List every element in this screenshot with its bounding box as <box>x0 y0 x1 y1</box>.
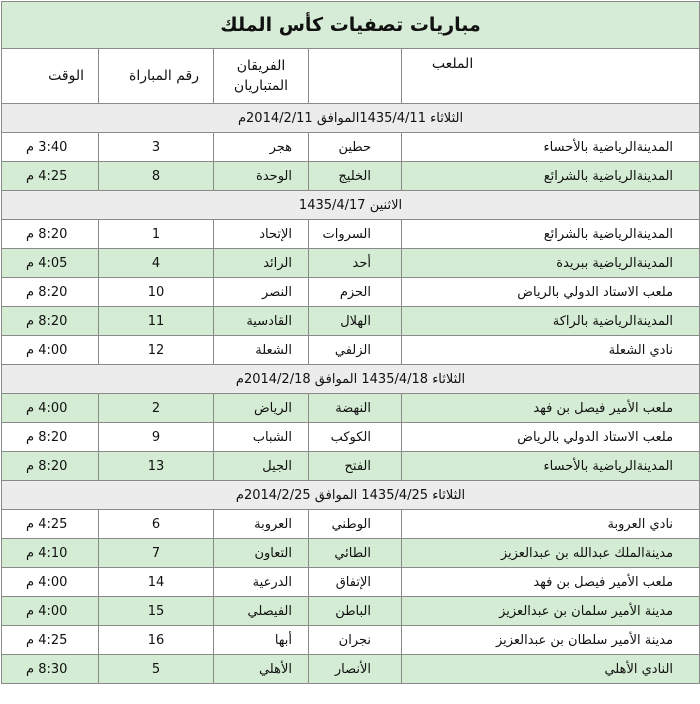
match-number: 5 <box>99 655 214 684</box>
match-row <box>2 423 700 452</box>
date-label: الاثنين 1435/4/17 <box>2 191 700 220</box>
match-number: 12 <box>99 336 214 365</box>
match-number: 3 <box>99 133 214 162</box>
match-venue: المدينةالرياضية بالأحساء <box>402 452 700 481</box>
match-venue: ملعب الأمير فيصل بن فهد <box>402 394 700 423</box>
match-number: 8 <box>99 162 214 191</box>
team-two: الحزم <box>309 278 402 307</box>
match-time: 4:00 م <box>2 336 99 365</box>
match-row <box>2 220 700 249</box>
team-two: الطائي <box>309 539 402 568</box>
match-time: 4:25 م <box>2 626 99 655</box>
team-one: الشباب <box>214 423 309 452</box>
match-row <box>2 452 700 481</box>
team-one: الوحدة <box>214 162 309 191</box>
team-one: الجيل <box>214 452 309 481</box>
match-number: 14 <box>99 568 214 597</box>
team-two: الفتح <box>309 452 402 481</box>
team-one: أبها <box>214 626 309 655</box>
date-row <box>2 365 700 394</box>
team-one: الأهلي <box>214 655 309 684</box>
title-row <box>2 2 700 49</box>
team-two: الباطن <box>309 597 402 626</box>
match-row <box>2 626 700 655</box>
match-time: 8:20 م <box>2 278 99 307</box>
match-number: 6 <box>99 510 214 539</box>
header-stadium-label: الملعب <box>431 56 474 72</box>
team-one: الرائد <box>214 249 309 278</box>
team-two: الزلفي <box>309 336 402 365</box>
match-row <box>2 249 700 278</box>
team-two: الخليج <box>309 162 402 191</box>
match-number: 2 <box>99 394 214 423</box>
match-row <box>2 568 700 597</box>
match-time: 4:00 م <box>2 597 99 626</box>
match-venue: النادي الأهلي <box>402 655 700 684</box>
match-time: 8:20 م <box>2 307 99 336</box>
team-two: حطين <box>309 133 402 162</box>
match-time: 8:20 م <box>2 452 99 481</box>
match-number: 16 <box>99 626 214 655</box>
team-one: التعاون <box>214 539 309 568</box>
match-row <box>2 597 700 626</box>
date-row <box>2 191 700 220</box>
match-number: 4 <box>99 249 214 278</box>
team-one: القادسية <box>214 307 309 336</box>
team-two: الكوكب <box>309 423 402 452</box>
header-match-number: رقم المباراة <box>99 49 214 104</box>
team-two: الهلال <box>309 307 402 336</box>
match-venue: ملعب الاستاد الدولي بالرياض <box>402 423 700 452</box>
match-venue: المدينةالرياضية بالراكة <box>402 307 700 336</box>
date-label: الثلاثاء 1435/4/25 الموافق 2014/2/25م <box>2 481 700 510</box>
team-one: الفيصلي <box>214 597 309 626</box>
match-row <box>2 307 700 336</box>
team-one: العروبة <box>214 510 309 539</box>
match-row <box>2 394 700 423</box>
match-number: 13 <box>99 452 214 481</box>
match-row <box>2 133 700 162</box>
team-two: أحد <box>309 249 402 278</box>
match-number: 15 <box>99 597 214 626</box>
match-venue: نادي العروبة <box>402 510 700 539</box>
page-title: مباريات تصفيات كأس الملك <box>2 2 700 49</box>
match-row <box>2 162 700 191</box>
match-number: 9 <box>99 423 214 452</box>
team-two: النهضة <box>309 394 402 423</box>
match-time: 4:25 م <box>2 162 99 191</box>
match-row <box>2 510 700 539</box>
team-two: السروات <box>309 220 402 249</box>
team-two: نجران <box>309 626 402 655</box>
match-time: 3:40 م <box>2 133 99 162</box>
date-label: الثلاثاء 1435/4/11الموافق 2014/2/11م <box>2 104 700 133</box>
match-number: 1 <box>99 220 214 249</box>
match-time: 8:20 م <box>2 220 99 249</box>
match-time: 4:00 م <box>2 394 99 423</box>
match-number: 11 <box>99 307 214 336</box>
match-venue: المدينةالرياضية ببريدة <box>402 249 700 278</box>
date-label: الثلاثاء 1435/4/18 الموافق 2014/2/18م <box>2 365 700 394</box>
header-teams <box>214 49 309 104</box>
match-venue: مدينة الأمير سلطان بن عبدالعزيز <box>402 626 700 655</box>
match-venue: مدينة الأمير سلمان بن عبدالعزيز <box>402 597 700 626</box>
match-venue: ملعب الأمير فيصل بن فهد <box>402 568 700 597</box>
match-row <box>2 278 700 307</box>
fixtures-body <box>2 2 700 684</box>
match-venue: مدينةالملك عبدالله بن عبدالعزيز <box>402 539 700 568</box>
match-venue: نادي الشعلة <box>402 336 700 365</box>
match-row <box>2 655 700 684</box>
team-two: الأنصار <box>309 655 402 684</box>
team-one: الإتحاد <box>214 220 309 249</box>
date-row <box>2 481 700 510</box>
match-row <box>2 336 700 365</box>
match-time: 4:05 م <box>2 249 99 278</box>
match-venue: المدينةالرياضية بالشرائع <box>402 162 700 191</box>
match-row <box>2 539 700 568</box>
team-one: النصر <box>214 278 309 307</box>
match-time: 4:10 م <box>2 539 99 568</box>
match-time: 4:25 م <box>2 510 99 539</box>
match-time: 4:00 م <box>2 568 99 597</box>
header-teams-label: الفريقان المتباريان <box>233 58 289 94</box>
team-one: الشعلة <box>214 336 309 365</box>
header-row <box>2 49 700 104</box>
team-two: الإتفاق <box>309 568 402 597</box>
match-number: 10 <box>99 278 214 307</box>
match-venue: ملعب الاستاد الدولي بالرياض <box>402 278 700 307</box>
match-venue: المدينةالرياضية بالشرائع <box>402 220 700 249</box>
match-venue: المدينةالرياضية بالأحساء <box>402 133 700 162</box>
team-two: الوطني <box>309 510 402 539</box>
match-time: 8:20 م <box>2 423 99 452</box>
header-stadium <box>402 49 700 104</box>
match-number: 7 <box>99 539 214 568</box>
match-time: 8:30 م <box>2 655 99 684</box>
header-spacer <box>309 49 402 104</box>
team-one: الدرعية <box>214 568 309 597</box>
header-time: الوقت <box>2 49 99 104</box>
date-row <box>2 104 700 133</box>
team-one: هجر <box>214 133 309 162</box>
team-one: الرياض <box>214 394 309 423</box>
fixtures-table <box>1 1 700 684</box>
